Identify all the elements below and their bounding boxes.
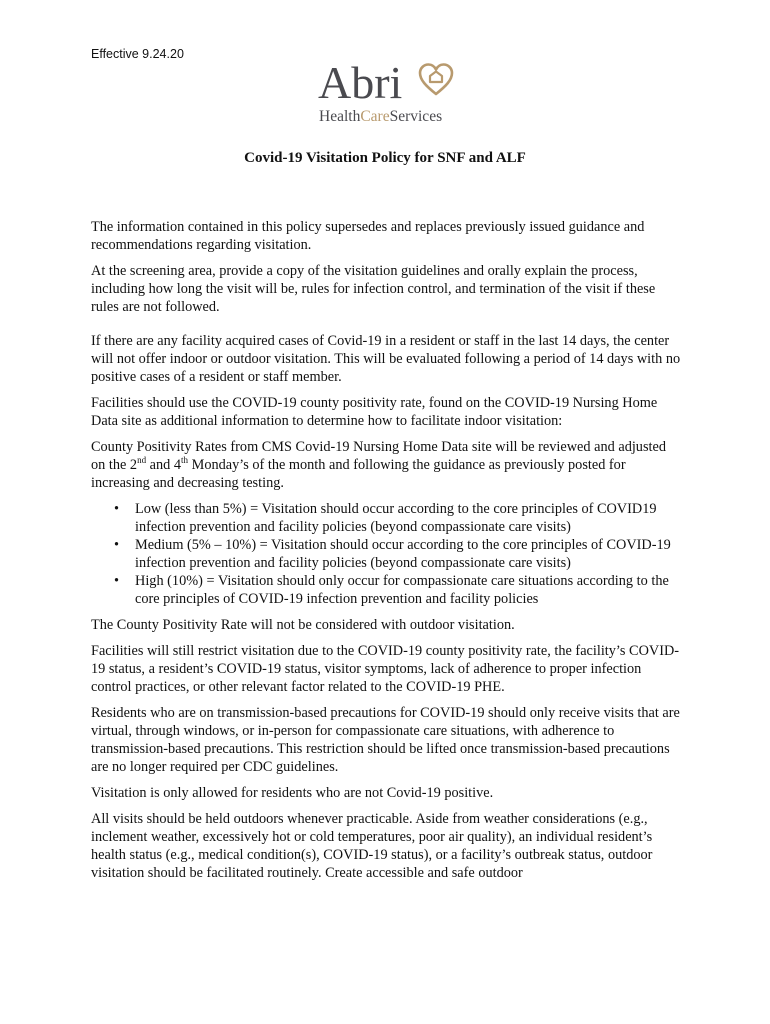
list-item: • Medium (5% – 10%) = Visitation should occur according to the core principles of COVID-19 infection prevention and facility policies (beyond compassionate care visits) <box>135 536 683 572</box>
paragraph: Visitation is only allowed for residents who are not Covid-19 positive. <box>91 785 494 801</box>
paragraph: Residents who are on transmission-based precautions for COVID-19 should only receive visits that are virtual, through windows, or in-person for compassionate care situations, with adherence to transmission-based precautions. This restriction should be lifted once transmission-based precautions are no longer required per CDC guidelines. <box>91 705 680 775</box>
list-item: • High (10%) = Visitation should only occur for compassionate care situations according to the core principles of COVID-19 infection prevention and facility policies <box>135 572 683 608</box>
paragraph: Facilities will still restrict visitation due to the COVID-19 county positivity rate, the facility’s COVID-19 status, a resident’s COVID-19 status, visitor symptoms, lack of adherence to proper infection control practices, or other relevant factor related to the COVID-19 PHE. <box>91 643 680 695</box>
heart-house-icon <box>418 62 454 98</box>
positivity-paragraph: County Positivity Rates from CMS Covid-19 Nursing Home Data site will be reviewed and adjusted on the 2nd and 4th Monday’s of the month and following the guidance as previously posted for increasing and decreasing testing. <box>91 439 666 491</box>
policy-body <box>91 218 683 890</box>
paragraph: If there are any facility acquired cases of Covid-19 in a resident or staff in the last 14 days, the center will not offer indoor or outdoor visitation. This will be evaluated following a period of 14 days with no positive cases of a resident or staff member. <box>91 333 681 385</box>
paragraph: The County Positivity Rate will not be considered with outdoor visitation. <box>91 617 515 633</box>
list-item: • Low (less than 5%) = Visitation should occur according to the core principles of COVID19 infection prevention and facility policies (beyond compassionate care visits) <box>135 500 683 536</box>
paragraph: Facilities should use the COVID-19 county positivity rate, found on the COVID-19 Nursing Home Data site as additional information to determine how to facilitate indoor visitation: <box>91 395 658 429</box>
positivity-levels-list <box>91 500 683 608</box>
effective-date: Effective 9.24.20 <box>91 47 184 61</box>
page-title: Covid-19 Visitation Policy for SNF and ALF <box>244 150 526 166</box>
logo-tagline: HealthCareServices <box>319 108 443 125</box>
logo-wordmark: Abri <box>318 57 403 108</box>
paragraph: The information contained in this policy supersedes and replaces previously issued guidance and recommendations regarding visitation. <box>91 219 645 253</box>
company-logo <box>318 57 458 128</box>
paragraph: All visits should be held outdoors whenever practicable. Aside from weather considerations (e.g., inclement weather, excessively hot or cold temperatures, poor air quality), an individual resident’s health status (e.g., medical condition(s), COVID-19 status), or a facility’s outbreak status, outdoor visitation should be facilitated routinely. Create accessible and safe outdoor <box>91 811 653 881</box>
paragraph: At the screening area, provide a copy of the visitation guidelines and orally explain the process, including how long the visit will be, rules for infection control, and termination of the visit if these rules are not followed. <box>91 263 656 315</box>
